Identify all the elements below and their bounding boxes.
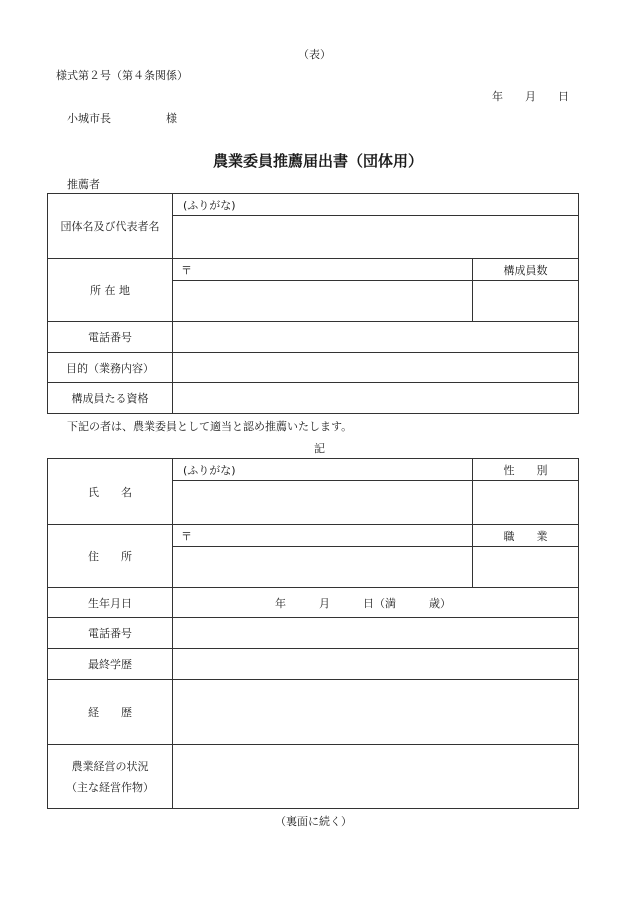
continued-note: （裏面に続く） <box>275 815 352 828</box>
candidate-address-field[interactable] <box>173 547 473 588</box>
qualification-label: 構成員たる資格 <box>48 383 173 414</box>
date-line: 年 月 日 <box>492 90 569 103</box>
occupation-field[interactable] <box>473 547 579 588</box>
member-count-label: 構成員数 <box>473 259 579 281</box>
candidate-name-field[interactable] <box>173 481 473 525</box>
ki-label: 記 <box>314 442 325 455</box>
page-title: 農業委員推薦届出書（団体用） <box>213 152 424 170</box>
recommendation-statement: 下記の者は、農業委員として適当と認め推薦いたします。 <box>67 420 353 433</box>
group-furigana: (ふりがな) <box>173 194 579 216</box>
birthdate-label: 生年月日 <box>48 588 173 618</box>
farming-status-label <box>48 745 173 809</box>
gender-label: 性 別 <box>473 459 579 481</box>
occupation-label: 職 業 <box>473 525 579 547</box>
purpose-field[interactable] <box>173 353 579 383</box>
candidate-postal-mark: 〒 <box>173 525 473 547</box>
career-field[interactable] <box>173 680 579 745</box>
group-phone-label: 電話番号 <box>48 322 173 353</box>
education-label: 最終学歴 <box>48 649 173 680</box>
qualification-field[interactable] <box>173 383 579 414</box>
birthdate-field[interactable]: 年 月 日（満 歳） <box>173 588 579 618</box>
side-marker: （表） <box>298 48 331 61</box>
group-address-field[interactable] <box>173 281 473 322</box>
recommender-label: 推薦者 <box>67 178 100 191</box>
group-address-label: 所 在 地 <box>48 259 173 322</box>
farming-status-line-1: 農業経営の状況 <box>71 759 149 773</box>
candidate-table <box>47 458 579 809</box>
group-table <box>47 193 579 414</box>
group-name-field[interactable] <box>173 216 579 259</box>
candidate-furigana: (ふりがな) <box>173 459 473 481</box>
farming-status-line-2: （主な経営作物） <box>66 780 154 794</box>
candidate-name-label: 氏 名 <box>48 459 173 525</box>
form-number: 様式第２号（第４条関係） <box>56 69 188 82</box>
farming-status-field[interactable] <box>173 745 579 809</box>
group-phone-field[interactable] <box>173 322 579 353</box>
group-postal-mark: 〒 <box>173 259 473 281</box>
education-field[interactable] <box>173 649 579 680</box>
candidate-address-label: 住 所 <box>48 525 173 588</box>
member-count-field[interactable] <box>473 281 579 322</box>
purpose-label: 目的（業務内容） <box>48 353 173 383</box>
candidate-phone-label: 電話番号 <box>48 618 173 649</box>
candidate-phone-field[interactable] <box>173 618 579 649</box>
gender-field[interactable] <box>473 481 579 525</box>
group-name-label: 団体名及び代表者名 <box>48 194 173 259</box>
career-label: 経 歴 <box>48 680 173 745</box>
addressee: 小城市長 様 <box>67 112 177 125</box>
